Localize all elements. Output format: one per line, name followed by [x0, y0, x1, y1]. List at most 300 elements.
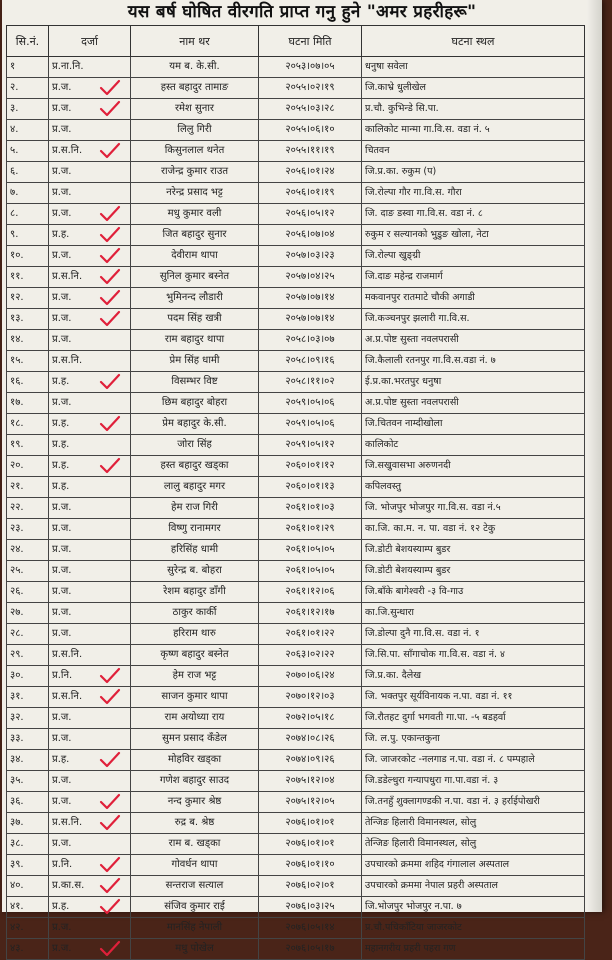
rank-text: प्र.ज.: [52, 250, 72, 261]
serial-number-cell: [7, 918, 49, 939]
table-row: [7, 519, 585, 540]
table-header-row: [7, 26, 585, 57]
date-cell: [259, 78, 362, 99]
place-text: जि.भोजपुर भोजपुर न.पा. ७: [365, 901, 462, 912]
name-text: गणेश बहादुर साउद: [159, 775, 230, 786]
name-cell: [131, 792, 259, 813]
serial-number-text: १: [10, 61, 16, 72]
serial-number-text: १३.: [10, 313, 24, 324]
name-text: विसम्भर विष्ट: [171, 376, 218, 387]
place-text: जि. भक्तपुर सूर्यविनायक न.पा. वडा नं. ११: [365, 691, 513, 702]
rank-cell: [49, 792, 131, 813]
name-cell: [131, 897, 259, 918]
serial-number-text: ३२.: [10, 712, 24, 723]
date-text: २०६०।०१।१२: [285, 460, 335, 471]
name-text: हस्त बहादुर खड्का: [160, 460, 229, 471]
serial-number-cell: [7, 939, 49, 960]
serial-number-text: ३७.: [10, 817, 24, 828]
rank-cell: [49, 897, 131, 918]
date-cell: [259, 645, 362, 666]
serial-number-cell: [7, 498, 49, 519]
document-title: यस बर्ष घोषित वीरगति प्राप्त गनु हुने "अमर प्रहरीहरू": [127, 2, 477, 22]
table-row: [7, 435, 585, 456]
rank-cell: [49, 708, 131, 729]
table-row: [7, 99, 585, 120]
date-text: २०७०।१२।०३: [285, 691, 335, 702]
table-row: [7, 666, 585, 687]
name-cell: [131, 99, 259, 120]
name-cell: [131, 645, 259, 666]
checkmark-icon: [99, 457, 121, 475]
serial-number-text: २.: [10, 82, 19, 93]
place-text: रुकुम र सल्यानको भुडुङ खोला, नेटा: [365, 229, 489, 240]
name-text: हेम राज गिरी: [171, 502, 218, 513]
table-row: [7, 582, 585, 603]
rank-cell: [49, 603, 131, 624]
date-cell: [259, 855, 362, 876]
serial-number-text: ४०.: [10, 880, 24, 891]
table-row: [7, 57, 585, 78]
table-row: [7, 624, 585, 645]
name-cell: [131, 666, 259, 687]
rank-cell: [49, 99, 131, 120]
date-text: २०६३।०२।२२: [285, 649, 335, 660]
serial-number-text: ३८.: [10, 838, 24, 849]
header-name: नाम थर: [131, 26, 259, 57]
place-cell: [362, 561, 585, 582]
name-text: राजेन्द्र कुमार राउत: [160, 166, 229, 177]
date-cell: [259, 561, 362, 582]
place-text: जि.कञ्चनपुर झलारी गा.वि.स.: [365, 313, 470, 324]
rank-cell: [49, 78, 131, 99]
date-cell: [259, 456, 362, 477]
date-text: २०५७।०३।२३: [285, 250, 335, 261]
name-cell: [131, 687, 259, 708]
place-text: महानगरीय प्रहरी पहरा गण: [365, 943, 456, 954]
table-row: [7, 834, 585, 855]
date-text: २०५५।०६।१०: [285, 124, 335, 135]
date-cell: [259, 288, 362, 309]
date-cell: [259, 267, 362, 288]
place-cell: [362, 708, 585, 729]
table-row: [7, 939, 585, 960]
date-cell: [259, 393, 362, 414]
date-text: २०६१।०१।२२: [285, 628, 335, 639]
date-text: २०५७।०४।२५: [285, 271, 335, 282]
place-text: उपचारको क्रममा शहिद गंगालाल अस्पताल: [365, 859, 510, 870]
place-cell: [362, 120, 585, 141]
table-row: [7, 246, 585, 267]
rank-text: प्र.नि.: [52, 670, 73, 681]
serial-number-cell: [7, 771, 49, 792]
rank-cell: [49, 540, 131, 561]
date-cell: [259, 603, 362, 624]
name-text: राम अयोध्या राय: [164, 712, 225, 723]
rank-text: प्र.ज.: [52, 838, 72, 849]
place-text: जि. भोजपुर भोजपुर गा.वि.स. वडा नं.५: [365, 502, 501, 513]
rank-text: प्र.ज.: [52, 187, 72, 198]
serial-number-text: २३.: [10, 523, 24, 534]
rank-cell: [49, 456, 131, 477]
rank-cell: [49, 414, 131, 435]
place-text: तेन्जिङ हिलारी विमानस्थल, सोलु: [365, 838, 477, 849]
place-text: ई.प्र.का.भरतपुर धनुषा: [365, 376, 442, 387]
date-text: २०५५।११।१९: [285, 145, 335, 156]
place-cell: [362, 624, 585, 645]
name-cell: [131, 708, 259, 729]
place-text: मकवानपुर रातमाटे चौकी अगाडी: [365, 292, 475, 303]
date-text: २०७२।०५।१८: [285, 712, 335, 723]
date-cell: [259, 246, 362, 267]
name-text: विष्णु रानामगर: [168, 523, 221, 534]
name-cell: [131, 939, 259, 960]
date-cell: [259, 414, 362, 435]
date-cell: [259, 918, 362, 939]
serial-number-cell: [7, 750, 49, 771]
table-row: [7, 876, 585, 897]
rank-cell: [49, 729, 131, 750]
serial-number-cell: [7, 876, 49, 897]
serial-number-cell: [7, 708, 49, 729]
serial-number-cell: [7, 813, 49, 834]
date-text: २०७६।०३।२५: [285, 901, 335, 912]
table-row: [7, 918, 585, 939]
rank-text: प्र.ज.: [52, 922, 72, 933]
table-row: [7, 309, 585, 330]
place-text: कालिकोट मान्मा गा.वि.स. वडा नं. ५: [365, 124, 490, 135]
rank-cell: [49, 57, 131, 78]
place-text: जि.कैलाली रतनपुर गा.वि.स.वडा नं. ७: [365, 355, 496, 366]
date-text: २०५६।०१।२४: [285, 166, 335, 177]
name-text: ठाकुर कार्की: [172, 607, 217, 618]
name-cell: [131, 750, 259, 771]
name-cell: [131, 183, 259, 204]
rank-text: प्र.ज.: [52, 943, 72, 954]
table-row: [7, 288, 585, 309]
serial-number-cell: [7, 855, 49, 876]
name-cell: [131, 813, 259, 834]
date-text: २०५९।०५।०६: [285, 418, 335, 429]
serial-number-cell: [7, 141, 49, 162]
checkmark-icon: [99, 940, 121, 958]
place-text: जि.तनहुँ शुक्लागण्डकी न.पा. वडा नं. ३ हर्राईपोखरी: [365, 796, 540, 807]
place-text: अ.प्र.पोष्ट सुस्ता नवलपरासी: [365, 334, 459, 345]
name-cell: [131, 351, 259, 372]
checkmark-icon: [99, 268, 121, 286]
serial-number-cell: [7, 456, 49, 477]
checkmark-icon: [99, 100, 121, 118]
serial-number-text: ४१.: [10, 901, 24, 912]
name-cell: [131, 456, 259, 477]
date-cell: [259, 708, 362, 729]
rank-text: प्र.ज.: [52, 82, 72, 93]
table-row: [7, 162, 585, 183]
name-text: गोवर्धन थापा: [171, 859, 218, 870]
serial-number-text: १५.: [10, 355, 24, 366]
serial-number-text: २४.: [10, 544, 24, 555]
table-row: [7, 78, 585, 99]
rank-text: प्र.ज.: [52, 607, 72, 618]
header-place: घटना स्थल: [362, 26, 585, 57]
place-text: का.जि.सुन्धारा: [365, 607, 415, 618]
date-cell: [259, 477, 362, 498]
date-cell: [259, 120, 362, 141]
date-cell: [259, 624, 362, 645]
rank-cell: [49, 120, 131, 141]
serial-number-cell: [7, 477, 49, 498]
rank-text: प्र.स.नि.: [52, 649, 83, 660]
date-text: २०७६।०५।१७: [285, 943, 335, 954]
place-cell: [362, 834, 585, 855]
rank-text: प्र.ज.: [52, 292, 72, 303]
serial-number-text: ३०.: [10, 670, 24, 681]
serial-number-text: १२.: [10, 292, 24, 303]
table-row: [7, 540, 585, 561]
serial-number-text: ३.: [10, 103, 19, 114]
place-cell: [362, 435, 585, 456]
serial-number-text: २६.: [10, 586, 24, 597]
table-row: [7, 750, 585, 771]
rank-cell: [49, 183, 131, 204]
serial-number-text: २७.: [10, 607, 24, 618]
table-row: [7, 477, 585, 498]
serial-number-text: २२.: [10, 502, 24, 513]
rank-cell: [49, 750, 131, 771]
place-cell: [362, 78, 585, 99]
serial-number-text: ८.: [10, 208, 19, 219]
rank-text: प्र.स.नि.: [52, 271, 83, 282]
rank-text: प्र.ह.: [52, 901, 70, 912]
place-text: जि.रोल्पा गौर गा.वि.स. गौरा: [365, 187, 462, 198]
table-row: [7, 372, 585, 393]
name-text: जित बहादुर सुनार: [162, 229, 227, 240]
serial-number-cell: [7, 57, 49, 78]
date-cell: [259, 435, 362, 456]
date-text: २०५९।०५।१२: [285, 439, 335, 450]
place-cell: [362, 771, 585, 792]
serial-number-cell: [7, 414, 49, 435]
serial-number-cell: [7, 162, 49, 183]
place-cell: [362, 477, 585, 498]
date-cell: [259, 141, 362, 162]
checkmark-icon: [99, 373, 121, 391]
rank-text: प्र.ज.: [52, 166, 72, 177]
place-cell: [362, 141, 585, 162]
rank-cell: [49, 435, 131, 456]
place-text: जि.सि.पा. साँगाचोक गा.वि.स. वडा नं. ४: [365, 649, 505, 660]
header-date: घटना मिति: [259, 26, 362, 57]
name-text: प्रेम बहादुर के.सी.: [162, 418, 227, 429]
serial-number-cell: [7, 582, 49, 603]
place-cell: [362, 897, 585, 918]
rank-cell: [49, 225, 131, 246]
place-cell: [362, 582, 585, 603]
name-cell: [131, 246, 259, 267]
rank-text: प्र.ह.: [52, 418, 70, 429]
table-row: [7, 855, 585, 876]
rank-text: प्र.ह.: [52, 754, 70, 765]
rank-text: प्र.ना.नि.: [52, 61, 84, 72]
date-cell: [259, 687, 362, 708]
table-row: [7, 771, 585, 792]
place-text: जि.रोल्पा खुङ्ग्री: [365, 250, 421, 261]
serial-number-cell: [7, 624, 49, 645]
serial-number-cell: [7, 540, 49, 561]
place-cell: [362, 855, 585, 876]
rank-text: प्र.ज.: [52, 733, 72, 744]
name-cell: [131, 540, 259, 561]
header-rank: दर्जा: [49, 26, 131, 57]
serial-number-cell: [7, 792, 49, 813]
name-text: सुमन प्रसाद कँडेल: [162, 733, 227, 744]
checkmark-icon: [99, 667, 121, 685]
rank-text: प्र.ह.: [52, 229, 70, 240]
rank-text: प्र.ज.: [52, 628, 72, 639]
serial-number-text: ३१.: [10, 691, 24, 702]
serial-number-text: ४३.: [10, 943, 24, 954]
name-cell: [131, 561, 259, 582]
name-text: नन्द कुमार श्रेष्ठ: [167, 796, 222, 807]
name-cell: [131, 141, 259, 162]
rank-cell: [49, 246, 131, 267]
date-cell: [259, 204, 362, 225]
name-text: सुनिल कुमार बस्नेत: [159, 271, 230, 282]
rank-cell: [49, 372, 131, 393]
checkmark-icon: [99, 856, 121, 874]
rank-cell: [49, 309, 131, 330]
rank-text: प्र.ज.: [52, 103, 72, 114]
serial-number-text: १९.: [10, 439, 24, 450]
checkmark-icon: [99, 793, 121, 811]
place-cell: [362, 792, 585, 813]
date-cell: [259, 225, 362, 246]
date-cell: [259, 876, 362, 897]
rank-cell: [49, 624, 131, 645]
name-cell: [131, 624, 259, 645]
date-text: २०५७।०७।१४: [285, 313, 335, 324]
name-cell: [131, 393, 259, 414]
name-text: मधु पोखेल: [175, 943, 214, 954]
serial-number-text: ३३.: [10, 733, 24, 744]
name-text: हरिसिंह धामी: [170, 544, 219, 555]
place-text: जि.प्र.का. दैलेख: [365, 670, 422, 681]
table-row: [7, 813, 585, 834]
date-text: २०६१।०१।२९: [285, 523, 335, 534]
table-row: [7, 456, 585, 477]
rank-cell: [49, 162, 131, 183]
rank-text: प्र.ह.: [52, 376, 70, 387]
serial-number-cell: [7, 309, 49, 330]
serial-number-cell: [7, 645, 49, 666]
name-cell: [131, 414, 259, 435]
name-text: कृष्ण बहादुर बस्नेत: [160, 649, 229, 660]
rank-text: प्र.ज.: [52, 544, 72, 555]
serial-number-cell: [7, 246, 49, 267]
place-cell: [362, 750, 585, 771]
serial-number-text: ३६.: [10, 796, 24, 807]
serial-number-text: ७.: [10, 187, 19, 198]
rank-cell: [49, 288, 131, 309]
rank-text: प्र.स.नि.: [52, 145, 83, 156]
checkmark-icon: [99, 877, 121, 895]
place-cell: [362, 645, 585, 666]
name-cell: [131, 435, 259, 456]
date-text: २०६१।०५।०५: [285, 544, 335, 555]
serial-number-text: ३४.: [10, 754, 24, 765]
table-row: [7, 498, 585, 519]
date-cell: [259, 183, 362, 204]
place-cell: [362, 939, 585, 960]
rank-cell: [49, 918, 131, 939]
serial-number-cell: [7, 435, 49, 456]
name-cell: [131, 162, 259, 183]
place-text: जि.काभ्रे धुलीखेल: [365, 82, 426, 93]
place-cell: [362, 540, 585, 561]
serial-number-cell: [7, 120, 49, 141]
date-text: २०६०।०१।१३: [285, 481, 335, 492]
checkmark-icon: [99, 415, 121, 433]
date-text: २०५७।०७।१४: [285, 292, 335, 303]
rank-text: प्र.स.नि.: [52, 691, 83, 702]
serial-number-text: ११.: [10, 271, 24, 282]
date-cell: [259, 771, 362, 792]
rank-cell: [49, 876, 131, 897]
rank-cell: [49, 687, 131, 708]
rank-text: प्र.ज.: [52, 502, 72, 513]
date-cell: [259, 99, 362, 120]
place-text: धनुषा सवेला: [365, 61, 408, 72]
name-cell: [131, 120, 259, 141]
place-cell: [362, 162, 585, 183]
name-text: मधु कुमार वली: [167, 208, 222, 219]
serial-number-cell: [7, 288, 49, 309]
date-cell: [259, 309, 362, 330]
date-text: २०७०।०६।२४: [285, 670, 335, 681]
serial-number-text: ६.: [10, 166, 19, 177]
paper-fold-shadow: [587, 0, 602, 912]
rank-text: प्र.ज.: [52, 796, 72, 807]
table-row: [7, 183, 585, 204]
place-cell: [362, 687, 585, 708]
place-cell: [362, 666, 585, 687]
table-row: [7, 708, 585, 729]
checkmark-icon: [99, 142, 121, 160]
place-cell: [362, 603, 585, 624]
name-cell: [131, 57, 259, 78]
table-row: [7, 120, 585, 141]
serial-number-text: १४.: [10, 334, 24, 345]
date-text: २०५५।०३।२८: [285, 103, 335, 114]
place-text: जि. ल.पु. एकान्तकुना: [365, 733, 440, 744]
rank-cell: [49, 855, 131, 876]
place-text: अ.प्र.पोष्ट सुस्ता नवलपरासी: [365, 397, 459, 408]
table-row: [7, 561, 585, 582]
table-row: [7, 645, 585, 666]
serial-number-text: १०.: [10, 250, 24, 261]
place-text: जि. दाङ डस्वा गा.वि.स. वडा नं. ८: [365, 208, 483, 219]
checkmark-icon: [99, 226, 121, 244]
place-text: जि.डडेल्धुरा गन्यापधुरा गा.पा.वडा नं. ३: [365, 775, 499, 786]
name-cell: [131, 288, 259, 309]
rank-cell: [49, 267, 131, 288]
name-cell: [131, 78, 259, 99]
rank-text: प्र.ज.: [52, 586, 72, 597]
serial-number-cell: [7, 393, 49, 414]
name-text: पदम सिंह खत्री: [167, 313, 222, 324]
table-row: [7, 141, 585, 162]
checkmark-icon: [99, 79, 121, 97]
serial-number-cell: [7, 204, 49, 225]
